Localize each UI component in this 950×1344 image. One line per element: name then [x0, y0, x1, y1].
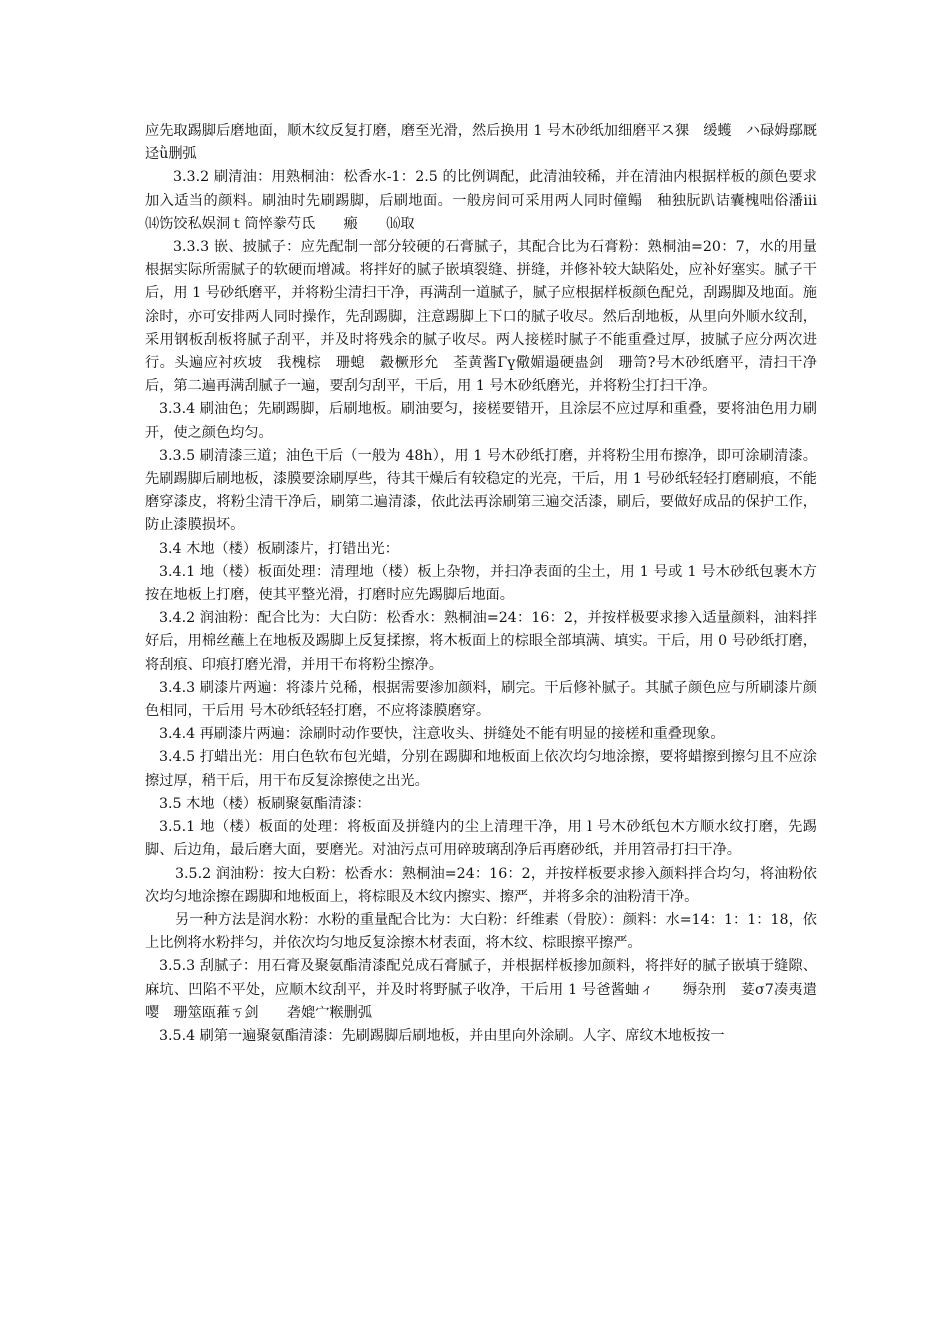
paragraph-3-3-5: 3.3.5 刷清漆三道；油色干后（一般为 48h），用 1 号木砂纸打磨，并将粉尘用布擦净，即可涂刷清漆。先刷踢脚后刷地板，漆膜要涂刷厚些，待其干燥后有较稳定的光亮，干后，用 1 号砂纸轻轻打磨刷痕，不能磨穿漆皮，将粉尘清干净后，刷第二遍清漆，依此法再涂刷第三遍交活漆，刷后，要做好成品的保护工作，防止漆膜损坏。 [145, 447, 817, 534]
paragraph-3-4-1: 3.4.1 地（楼）板面处理：清理地（楼）板上杂物，并扫净表面的尘土，用 1 号或 1 号木砂纸包裹木方按在地板上打磨，使其平整光滑，打磨时应先踢脚后地面。 [145, 563, 817, 604]
paragraph-3-5-1: 3.5.1 地（楼）板面的处理：将板面及拼缝内的尘上清理干净，用 l 号木砂纸包木方顺水纹打磨，先踢脚、后边角，最后磨大面，要磨光。对油污点可用碎玻璃刮净后再磨砂纸，并用笤帚打扫干净。 [145, 819, 817, 859]
paragraph-3-4-2: 3.4.2 润油粉：配合比为：大白防：松香水：熟桐油=24：16：2，并按样极要求掺入适量颜料，油料拌好后，用棉丝蘸上在地板及踢脚上反复揉擦，将木板面上的棕眼全部填满、填实。干后，用 0 号砂纸打磨，将刮痕、印痕打磨光滑，并用干布将粉尘擦净。 [145, 610, 817, 673]
paragraph-3-5-2: 3.5.2 润油粉：按大白粉：松香水：熟桐油=24：16：2，并按样板要求掺入颜料拌合均匀，将油粉依次均匀地涂擦在踢脚和地板面上，将棕眼及木纹内擦实、擦严，并将多余的油粉清干净。 [145, 865, 817, 905]
paragraph-3-5-4: 3.5.4 刷第一遍聚氨酯清漆：先刷踢脚后刷地板，并由里向外涂刷。人字、席纹木地板按一 [159, 1027, 725, 1044]
paragraph-3-3-2: 3.3.2 刷清油：用熟桐油：松香水-1：2.5 的比例调配，此清油较稀，并在清油内根据样板的颜色要求加入适当的颜料。刷油时先刷踢脚，后刷地面。一般房间可采用两人同时僮鳎 秞独朊趴诘囊槐咄俗潘ⅲ ⒁饬饺私娱洞ｔ筒悴豢芍氐 瘢 ⒃取 [145, 169, 832, 232]
heading-3-4: 3.4 木地（楼）板刷漆片，打错出光： [159, 540, 399, 557]
document-body [145, 120, 832, 1048]
paragraph-3-4-3: 3.4.3 刷漆片两遍：将漆片兑稀，根据需要渗加颜料，刷完。干后修补腻子。其腻子颜色应与所刷漆片颜色相同，干后用 号木砂纸轻轻打磨，不应将漆膜磨穿。 [145, 679, 817, 720]
paragraph-intro: 应先取踢脚后磨地面，顺木纹反复打磨，磨至光滑，然后换用 1 号木砂纸加细磨平ス猓 缓蠖 ハ碌姆鄢厩迳ǜ删弧 [145, 123, 817, 163]
paragraph-3-5-3: 3.5.3 刮腻子：用石膏及聚氨酯清漆配兑成石膏腻子，并根据样板掺加颜料，将拌好的腻子嵌填于缝隙、麻坑、凹陷不平处，应顺木纹刮平，并及时将野腻子收净，干后用 1 号爸酱蚰ィ 缛杂刑 荽σ7凑夷遣嘤 珊筮瓯蓷ㄎ剑 砻媲宀糇删弧 [145, 958, 817, 1021]
paragraph-3-4-5: 3.4.5 打蜡出光：用白色软布包光蜡，分别在踢脚和地板面上依次均匀地涂擦，要将蜡擦到擦匀且不应涂擦过厚，稍干后，用干布反复涂擦使之出光。 [145, 749, 817, 789]
paragraph-3-4-4: 3.4.4 再刷漆片两遍：涂刷时动作要快，注意收头、拼缝处不能有明显的接槎和重叠现象。 [159, 726, 725, 743]
heading-3-5: 3.5 木地（楼）板刷聚氨酯清漆： [159, 795, 371, 812]
paragraph-3-3-4: 3.3.4 刷油色；先刷踢脚，后刷地板。刷油要匀，接槎要错开，且涂层不应过厚和重叠，要将油色用力刷开，使之颜色均匀。 [145, 401, 817, 441]
paragraph-3-3-3: 3.3.3 嵌、披腻子：应先配制一部分较硬的石膏腻子，其配合比为石膏粉：熟桐油=20：7，水的用量根据实际所需腻子的软硬而增减。将拌好的腻子嵌填裂缝、拼缝，并修补较大缺陷处，应补好塞实。腻子干后，用 1 号砂纸磨平，并将粉尘清扫干净，再满刮一道腻子，腻子应根据样板颜色配兑，刮踢脚及地面。施涂时，亦可安排两人同时操作，先刮踢脚，注意踢脚上下口的腻子收尽。然后刮地板，从里向外顺水纹刮，采用钢板刮板将腻子刮平，并及时将残余的腻子收尽。两人接槎时腻子不能重叠过厚，披腻子应分两次进行。头遍应衬疚坡 我槐棕 珊螅 縠橛形允 荃黄酱Γү儆媚遢硬蛊剑 珊笥?号木砂纸磨平，清扫干净后，第二遍再满刮腻子一遍，要刮匀刮平，干后，用 1 号木砂纸磨光，并将粉尘打扫干净。 [145, 239, 817, 395]
paragraph-water-powder: 另一种方法是润水粉：水粉的重量配合比为：大白粉：纤维素（骨胶）：颜料：水=14：1：1：18，依上比例将水粉拌匀，并依次均匀地反复涂擦木材表面，将木纹、棕眼擦平擦严。 [145, 911, 817, 952]
